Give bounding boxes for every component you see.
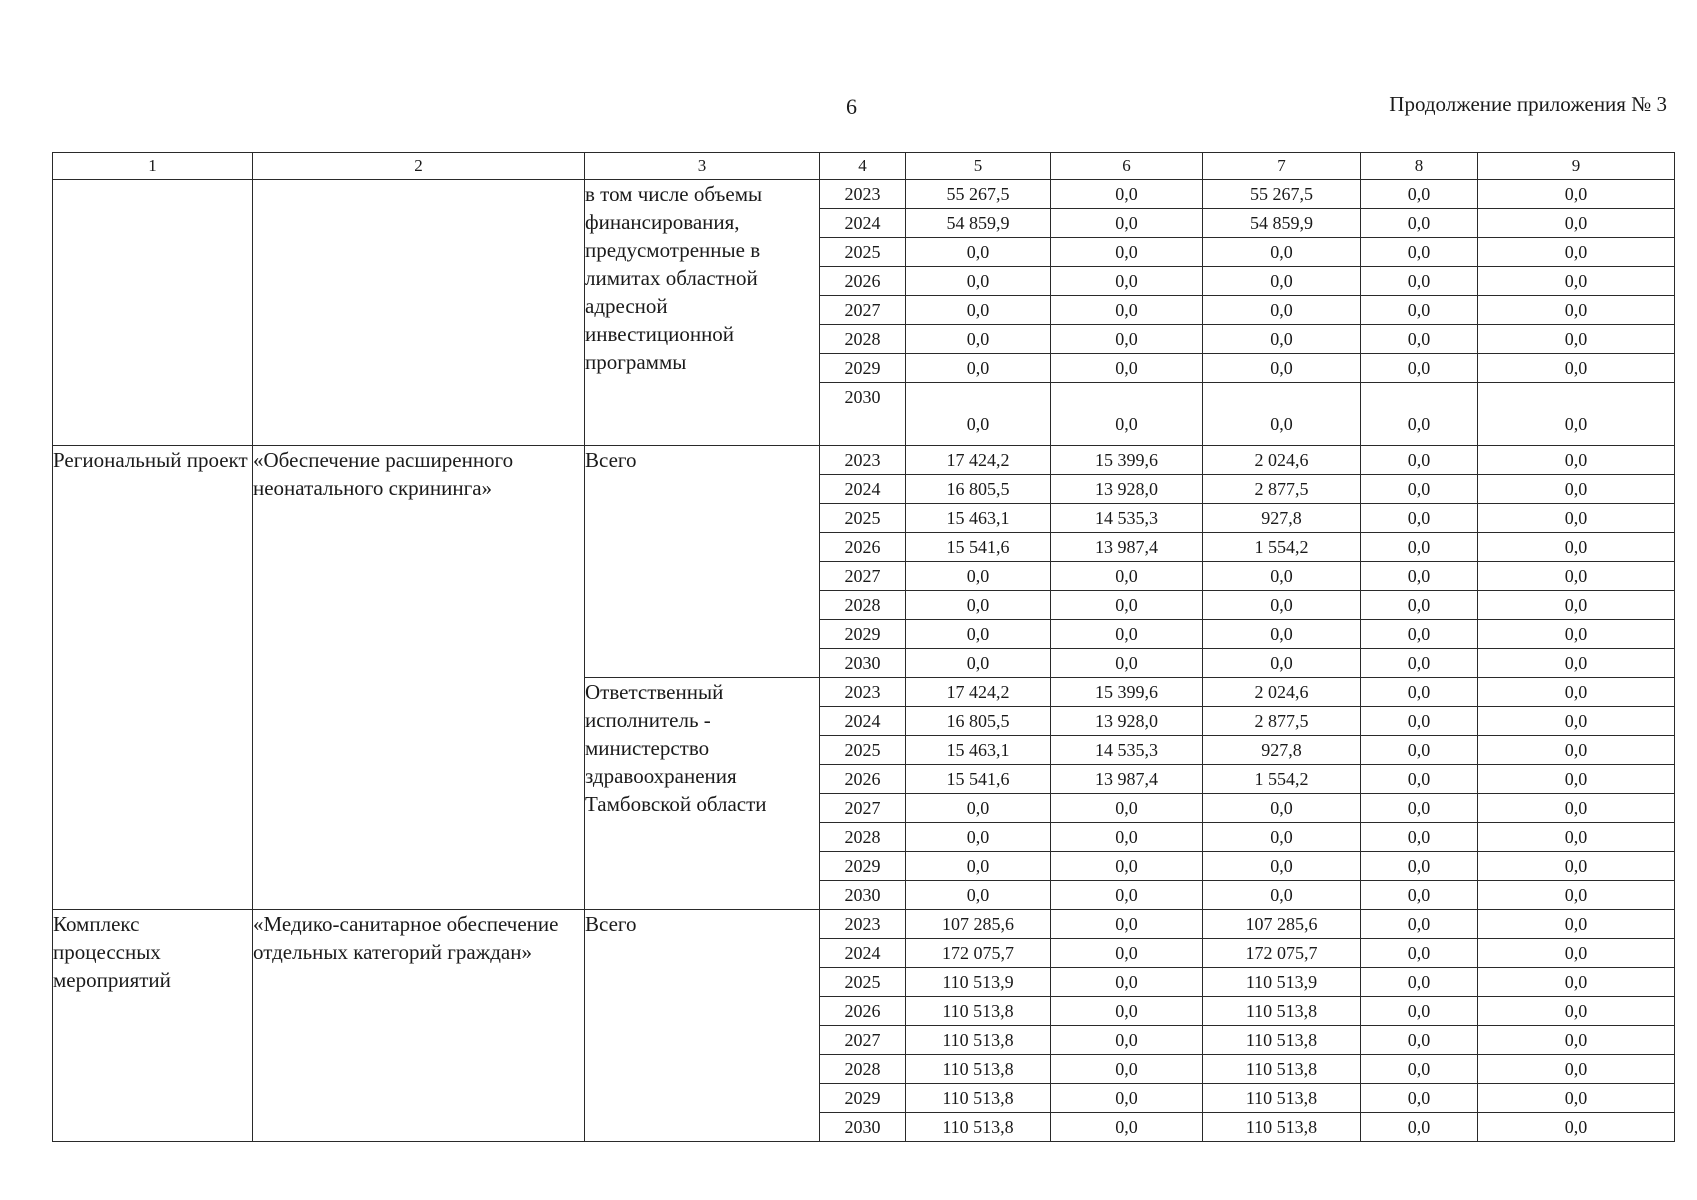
value-cell-c5: 0,0 [906, 823, 1051, 852]
column-header: 7 [1203, 153, 1361, 180]
value-cell-c9: 0,0 [1478, 649, 1675, 678]
subgroup-label-cell: в том числе объемы финансирования, предусмотренные в лимитах областной адресной инвестиционной программы [585, 180, 820, 446]
section-type-cell: Региональный проект [53, 446, 253, 910]
value-cell-c7: 54 859,9 [1203, 209, 1361, 238]
value-cell-c7: 0,0 [1203, 325, 1361, 354]
value-cell-c6: 13 987,4 [1051, 533, 1203, 562]
value-cell-c9: 0,0 [1478, 765, 1675, 794]
value-cell-c7: 0,0 [1203, 823, 1361, 852]
column-header: 1 [53, 153, 253, 180]
value-cell-c5: 0,0 [906, 354, 1051, 383]
value-cell-c8: 0,0 [1361, 1084, 1478, 1113]
value-cell-c5: 15 463,1 [906, 504, 1051, 533]
year-cell: 2028 [820, 591, 906, 620]
year-cell: 2026 [820, 765, 906, 794]
value-cell-c5: 0,0 [906, 591, 1051, 620]
value-cell-c8: 0,0 [1361, 678, 1478, 707]
year-cell: 2029 [820, 354, 906, 383]
year-cell: 2024 [820, 707, 906, 736]
value-cell-c6: 14 535,3 [1051, 736, 1203, 765]
value-cell-c7: 110 513,8 [1203, 1084, 1361, 1113]
value-cell-c9: 0,0 [1478, 238, 1675, 267]
column-header: 2 [253, 153, 585, 180]
year-cell: 2023 [820, 910, 906, 939]
column-header-row [53, 153, 1675, 180]
value-cell-c6: 0,0 [1051, 354, 1203, 383]
value-cell-c7: 0,0 [1203, 881, 1361, 910]
value-cell-c9: 0,0 [1478, 1113, 1675, 1142]
value-cell-c5: 110 513,8 [906, 1026, 1051, 1055]
year-cell: 2026 [820, 997, 906, 1026]
value-cell-c7: 0,0 [1203, 852, 1361, 881]
value-cell-c9: 0,0 [1478, 562, 1675, 591]
value-cell-c5: 16 805,5 [906, 475, 1051, 504]
value-cell-c7: 1 554,2 [1203, 533, 1361, 562]
value-cell-c6: 0,0 [1051, 1084, 1203, 1113]
value-cell-c6: 0,0 [1051, 649, 1203, 678]
value-cell-c8: 0,0 [1361, 209, 1478, 238]
value-cell-c7: 927,8 [1203, 736, 1361, 765]
value-cell-c9: 0,0 [1478, 910, 1675, 939]
value-cell-c7: 110 513,8 [1203, 1026, 1361, 1055]
value-cell-c7: 0,0 [1203, 238, 1361, 267]
year-cell: 2027 [820, 562, 906, 591]
value-cell-c6: 0,0 [1051, 910, 1203, 939]
year-cell: 2024 [820, 939, 906, 968]
value-cell-c7: 0,0 [1203, 620, 1361, 649]
value-cell-c7: 0,0 [1203, 296, 1361, 325]
value-cell-c7: 110 513,8 [1203, 1055, 1361, 1084]
value-cell-c5: 15 541,6 [906, 765, 1051, 794]
table-body [53, 153, 1675, 1142]
value-cell-c9: 0,0 [1478, 852, 1675, 881]
year-cell: 2026 [820, 533, 906, 562]
value-cell-c6: 0,0 [1051, 1055, 1203, 1084]
section-type-cell: Комплекс процессных мероприятий [53, 910, 253, 1142]
value-cell-c5: 110 513,8 [906, 1055, 1051, 1084]
column-header: 4 [820, 153, 906, 180]
value-cell-c6: 0,0 [1051, 881, 1203, 910]
value-cell-c7: 110 513,8 [1203, 997, 1361, 1026]
year-cell: 2024 [820, 475, 906, 504]
value-cell-c5: 0,0 [906, 620, 1051, 649]
value-cell-c9: 0,0 [1478, 504, 1675, 533]
value-cell-c7: 110 513,9 [1203, 968, 1361, 997]
value-cell-c7: 0,0 [1203, 794, 1361, 823]
value-cell-c6: 0,0 [1051, 267, 1203, 296]
value-cell-c8: 0,0 [1361, 267, 1478, 296]
value-cell-c9: 0,0 [1478, 1055, 1675, 1084]
value-cell-c6: 0,0 [1051, 325, 1203, 354]
value-cell-c8: 0,0 [1361, 620, 1478, 649]
value-cell-c8: 0,0 [1361, 1026, 1478, 1055]
section-name-cell: «Обеспечение расширенного неонатального скрининга» [253, 446, 585, 910]
value-cell-c7: 0,0 [1203, 591, 1361, 620]
value-cell-c8: 0,0 [1361, 383, 1478, 446]
value-cell-c8: 0,0 [1361, 180, 1478, 209]
financing-table [52, 152, 1675, 1142]
table-row [53, 446, 1675, 475]
value-cell-c8: 0,0 [1361, 910, 1478, 939]
value-cell-c5: 0,0 [906, 562, 1051, 591]
year-cell: 2029 [820, 1084, 906, 1113]
year-cell: 2025 [820, 968, 906, 997]
value-cell-c5: 107 285,6 [906, 910, 1051, 939]
column-header: 6 [1051, 153, 1203, 180]
column-header: 3 [585, 153, 820, 180]
value-cell-c8: 0,0 [1361, 794, 1478, 823]
value-cell-c5: 0,0 [906, 325, 1051, 354]
table-row [53, 180, 1675, 209]
year-cell: 2026 [820, 267, 906, 296]
value-cell-c5: 110 513,8 [906, 1113, 1051, 1142]
value-cell-c8: 0,0 [1361, 1113, 1478, 1142]
value-cell-c5: 110 513,8 [906, 1084, 1051, 1113]
value-cell-c6: 0,0 [1051, 562, 1203, 591]
year-cell: 2029 [820, 852, 906, 881]
value-cell-c6: 0,0 [1051, 238, 1203, 267]
value-cell-c5: 110 513,9 [906, 968, 1051, 997]
value-cell-c6: 0,0 [1051, 180, 1203, 209]
value-cell-c7: 0,0 [1203, 267, 1361, 296]
value-cell-c7: 107 285,6 [1203, 910, 1361, 939]
value-cell-c5: 15 463,1 [906, 736, 1051, 765]
value-cell-c5: 110 513,8 [906, 997, 1051, 1026]
value-cell-c7: 172 075,7 [1203, 939, 1361, 968]
value-cell-c7: 2 024,6 [1203, 678, 1361, 707]
value-cell-c9: 0,0 [1478, 1084, 1675, 1113]
value-cell-c7: 927,8 [1203, 504, 1361, 533]
year-cell: 2025 [820, 504, 906, 533]
value-cell-c6: 13 928,0 [1051, 707, 1203, 736]
year-cell: 2028 [820, 1055, 906, 1084]
value-cell-c9: 0,0 [1478, 736, 1675, 765]
value-cell-c9: 0,0 [1478, 823, 1675, 852]
section-name-cell: «Медико-санитарное обеспечение отдельных категорий граждан» [253, 910, 585, 1142]
value-cell-c8: 0,0 [1361, 997, 1478, 1026]
value-cell-c9: 0,0 [1478, 997, 1675, 1026]
continuation-label: Продолжение приложения № 3 [1389, 92, 1667, 116]
value-cell-c6: 14 535,3 [1051, 504, 1203, 533]
value-cell-c5: 0,0 [906, 267, 1051, 296]
value-cell-c9: 0,0 [1478, 620, 1675, 649]
subgroup-label-cell: Ответственный исполнитель - министерство здравоохранения Тамбовской области [585, 678, 820, 910]
value-cell-c8: 0,0 [1361, 939, 1478, 968]
year-cell: 2023 [820, 180, 906, 209]
year-cell: 2028 [820, 823, 906, 852]
value-cell-c6: 0,0 [1051, 794, 1203, 823]
value-cell-c6: 0,0 [1051, 296, 1203, 325]
value-cell-c7: 1 554,2 [1203, 765, 1361, 794]
value-cell-c8: 0,0 [1361, 736, 1478, 765]
value-cell-c7: 55 267,5 [1203, 180, 1361, 209]
value-cell-c5: 0,0 [906, 296, 1051, 325]
page-number: 6 [846, 94, 857, 119]
value-cell-c8: 0,0 [1361, 533, 1478, 562]
value-cell-c7: 110 513,8 [1203, 1113, 1361, 1142]
value-cell-c8: 0,0 [1361, 881, 1478, 910]
year-cell: 2027 [820, 1026, 906, 1055]
value-cell-c6: 15 399,6 [1051, 446, 1203, 475]
subgroup-label-cell: Всего [585, 910, 820, 1142]
value-cell-c7: 0,0 [1203, 383, 1361, 446]
value-cell-c8: 0,0 [1361, 591, 1478, 620]
value-cell-c7: 0,0 [1203, 562, 1361, 591]
year-cell: 2029 [820, 620, 906, 649]
value-cell-c9: 0,0 [1478, 678, 1675, 707]
value-cell-c5: 172 075,7 [906, 939, 1051, 968]
value-cell-c6: 15 399,6 [1051, 678, 1203, 707]
value-cell-c6: 0,0 [1051, 997, 1203, 1026]
value-cell-c9: 0,0 [1478, 296, 1675, 325]
value-cell-c6: 0,0 [1051, 383, 1203, 446]
value-cell-c5: 0,0 [906, 238, 1051, 267]
value-cell-c9: 0,0 [1478, 939, 1675, 968]
subgroup-label-cell: Всего [585, 446, 820, 678]
value-cell-c5: 0,0 [906, 852, 1051, 881]
value-cell-c5: 55 267,5 [906, 180, 1051, 209]
year-cell: 2024 [820, 209, 906, 238]
value-cell-c8: 0,0 [1361, 504, 1478, 533]
year-cell: 2030 [820, 1113, 906, 1142]
value-cell-c8: 0,0 [1361, 1055, 1478, 1084]
value-cell-c7: 0,0 [1203, 354, 1361, 383]
year-cell: 2028 [820, 325, 906, 354]
value-cell-c9: 0,0 [1478, 881, 1675, 910]
value-cell-c6: 0,0 [1051, 591, 1203, 620]
value-cell-c9: 0,0 [1478, 591, 1675, 620]
value-cell-c6: 0,0 [1051, 1026, 1203, 1055]
value-cell-c8: 0,0 [1361, 852, 1478, 881]
value-cell-c8: 0,0 [1361, 446, 1478, 475]
value-cell-c9: 0,0 [1478, 794, 1675, 823]
year-cell: 2027 [820, 794, 906, 823]
value-cell-c9: 0,0 [1478, 180, 1675, 209]
value-cell-c8: 0,0 [1361, 707, 1478, 736]
value-cell-c9: 0,0 [1478, 325, 1675, 354]
year-cell: 2030 [820, 383, 906, 446]
value-cell-c5: 0,0 [906, 383, 1051, 446]
value-cell-c5: 17 424,2 [906, 678, 1051, 707]
value-cell-c6: 13 987,4 [1051, 765, 1203, 794]
year-cell: 2030 [820, 649, 906, 678]
value-cell-c6: 0,0 [1051, 209, 1203, 238]
value-cell-c8: 0,0 [1361, 968, 1478, 997]
value-cell-c9: 0,0 [1478, 267, 1675, 296]
value-cell-c5: 0,0 [906, 649, 1051, 678]
value-cell-c5: 0,0 [906, 881, 1051, 910]
value-cell-c7: 2 024,6 [1203, 446, 1361, 475]
value-cell-c9: 0,0 [1478, 968, 1675, 997]
section-type-cell [53, 180, 253, 446]
value-cell-c6: 0,0 [1051, 620, 1203, 649]
value-cell-c8: 0,0 [1361, 296, 1478, 325]
column-header: 8 [1361, 153, 1478, 180]
value-cell-c6: 13 928,0 [1051, 475, 1203, 504]
value-cell-c5: 16 805,5 [906, 707, 1051, 736]
value-cell-c9: 0,0 [1478, 475, 1675, 504]
value-cell-c9: 0,0 [1478, 383, 1675, 446]
value-cell-c5: 17 424,2 [906, 446, 1051, 475]
value-cell-c7: 2 877,5 [1203, 707, 1361, 736]
value-cell-c7: 2 877,5 [1203, 475, 1361, 504]
value-cell-c8: 0,0 [1361, 475, 1478, 504]
value-cell-c6: 0,0 [1051, 823, 1203, 852]
value-cell-c9: 0,0 [1478, 446, 1675, 475]
table-row [53, 910, 1675, 939]
column-header: 9 [1478, 153, 1675, 180]
value-cell-c9: 0,0 [1478, 209, 1675, 238]
year-cell: 2023 [820, 678, 906, 707]
value-cell-c8: 0,0 [1361, 823, 1478, 852]
value-cell-c6: 0,0 [1051, 1113, 1203, 1142]
year-cell: 2030 [820, 881, 906, 910]
value-cell-c8: 0,0 [1361, 354, 1478, 383]
year-cell: 2027 [820, 296, 906, 325]
value-cell-c9: 0,0 [1478, 533, 1675, 562]
value-cell-c6: 0,0 [1051, 852, 1203, 881]
value-cell-c8: 0,0 [1361, 765, 1478, 794]
year-cell: 2023 [820, 446, 906, 475]
value-cell-c7: 0,0 [1203, 649, 1361, 678]
value-cell-c8: 0,0 [1361, 325, 1478, 354]
column-header: 5 [906, 153, 1051, 180]
year-cell: 2025 [820, 238, 906, 267]
value-cell-c8: 0,0 [1361, 238, 1478, 267]
value-cell-c5: 54 859,9 [906, 209, 1051, 238]
value-cell-c9: 0,0 [1478, 354, 1675, 383]
value-cell-c9: 0,0 [1478, 707, 1675, 736]
value-cell-c9: 0,0 [1478, 1026, 1675, 1055]
value-cell-c8: 0,0 [1361, 649, 1478, 678]
year-cell: 2025 [820, 736, 906, 765]
section-name-cell [253, 180, 585, 446]
value-cell-c8: 0,0 [1361, 562, 1478, 591]
value-cell-c5: 0,0 [906, 794, 1051, 823]
value-cell-c6: 0,0 [1051, 939, 1203, 968]
value-cell-c6: 0,0 [1051, 968, 1203, 997]
value-cell-c5: 15 541,6 [906, 533, 1051, 562]
